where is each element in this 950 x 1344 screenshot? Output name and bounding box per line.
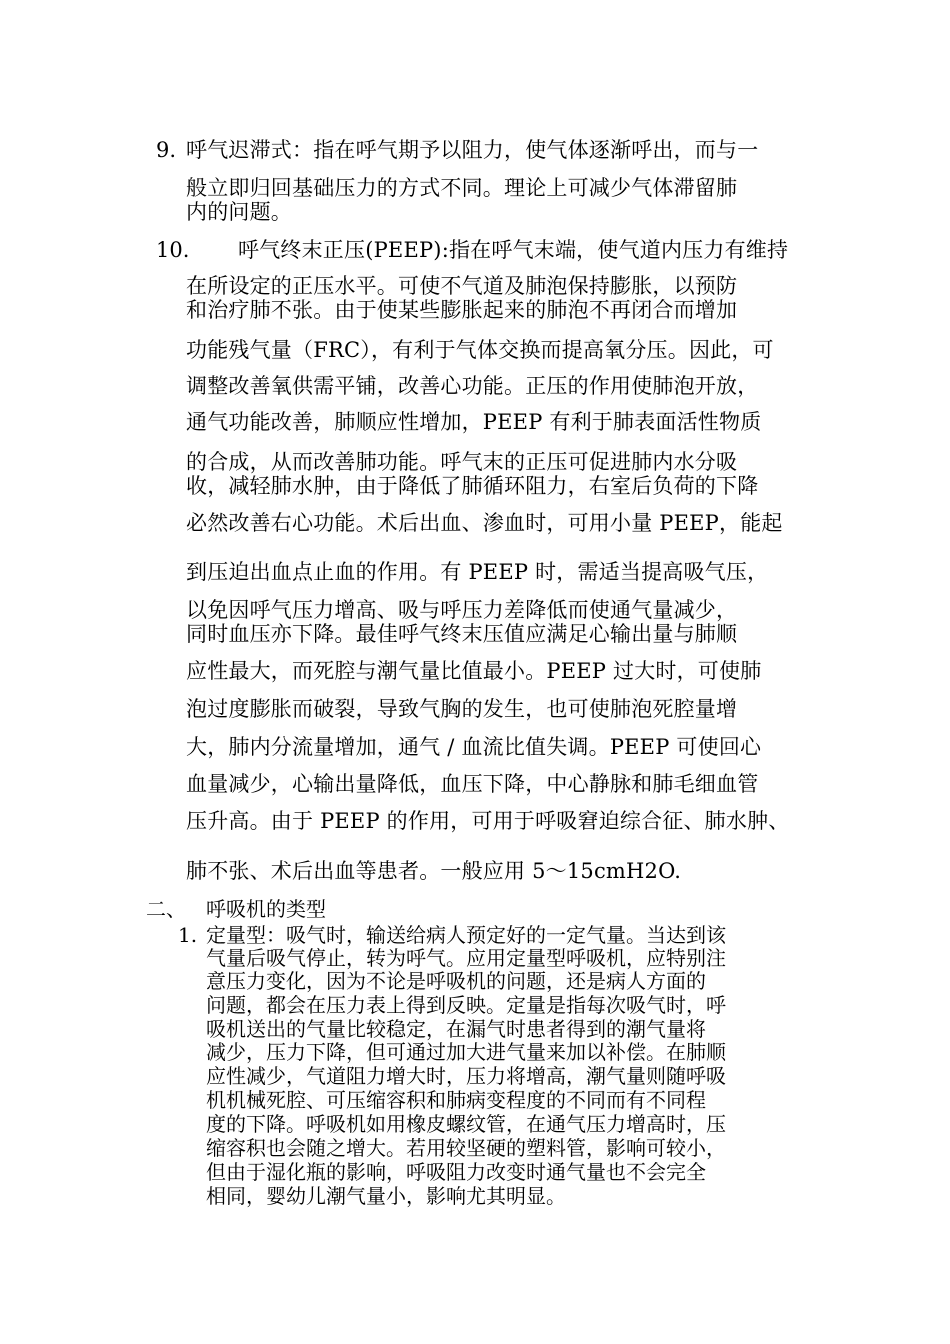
item-10-line-10: 到压迫出血点止血的作用。有 PEEP 时，需适当提高吸气压， [186,560,769,584]
item-1-line-7: 应性减少，气道阻力增大时，压力将增高，潮气量则随呼吸 [206,1064,726,1088]
item-1-line-8: 机机械死腔、可压缩容积和肺病变程度的不同而有不同程 [206,1088,706,1112]
item-1-line-10: 缩容积也会随之增大。若用较坚硬的塑料管，影响可较小， [206,1136,726,1160]
item-9-number: 9. [156,138,177,162]
item-10-line-17: 压升高。由于 PEEP 的作用，可用于呼吸窘迫综合征、肺水肿、 [186,809,790,833]
section-2-number: 二、 [146,897,186,921]
item-10-line-16: 血量减少，心输出量降低，血压下降，中心静脉和肺毛细血管 [186,772,759,796]
item-10-line-11: 以免因呼气压力增高、吸与呼压力差降低而使通气量减少， [186,598,738,622]
item-10-number: 10. [156,238,190,262]
item-1-line-12: 相同，婴幼儿潮气量小，影响尤其明显。 [206,1184,566,1208]
item-9-line-2: 般立即归回基础压力的方式不同。理论上可减少气体滞留肺 [186,176,738,200]
item-10-line-5: 调整改善氧供需平铺，改善心功能。正压的作用使肺泡开放， [186,374,759,398]
item-10-line-3: 和治疗肺不张。由于使某些膨胀起来的肺泡不再闭合而增加 [186,298,738,322]
item-1-number: 1. [178,923,198,947]
item-10-line-12: 同时血压亦下降。最佳呼气终末压值应满足心输出量与肺顺 [186,622,738,646]
item-1-line-3: 意压力变化，因为不论是呼吸机的问题，还是病人方面的 [206,969,706,993]
item-10-line-7: 的合成，从而改善肺功能。呼气末的正压可促进肺内水分吸 [186,450,738,474]
item-10-line-4: 功能残气量（FRC），有利于气体交换而提高氧分压。因此，可 [186,338,774,362]
item-1-line-1: 定量型：吸气时，输送给病人预定好的一定气量。当达到该 [206,923,726,947]
item-10-line-2: 在所设定的正压水平。可使不气道及肺泡保持膨胀，以预防 [186,274,738,298]
item-1-line-9: 度的下降。呼吸机如用橡皮螺纹管，在通气压力增高时，压 [206,1112,726,1136]
item-10-line-15: 大，肺内分流量增加，通气 / 血流比值失调。PEEP 可使回心 [186,735,762,759]
item-9-line-3: 内的问题。 [186,200,292,224]
item-10-line-8: 收，减轻肺水肿，由于降低了肺循环阻力，右室后负荷的下降 [186,474,759,498]
item-10-line-1: 呼气终末正压(PEEP):指在呼气末端，使气道内压力有维持 [238,238,789,262]
item-1-line-5: 吸机送出的气量比较稳定，在漏气时患者得到的潮气量将 [206,1017,706,1041]
item-1-line-6: 减少，压力下降，但可通过加大进气量来加以补偿。在肺顺 [206,1040,726,1064]
item-10-line-6: 通气功能改善，肺顺应性增加，PEEP 有利于肺表面活性物质 [186,410,762,434]
item-9-line-1: 呼气迟滞式：指在呼气期予以阻力，使气体逐渐呼出，而与一 [186,138,759,162]
item-1-line-11: 但由于湿化瓶的影响，呼吸阻力改变时通气量也不会完全 [206,1160,706,1184]
section-2-title: 呼吸机的类型 [206,897,326,921]
item-10-line-13: 应性最大，而死腔与潮气量比值最小。PEEP 过大时，可使肺 [186,659,762,683]
item-1-line-4: 问题，都会在压力表上得到反映。定量是指每次吸气时，呼 [206,993,726,1017]
item-10-line-18: 肺不张、术后出血等患者。一般应用 5～15cmH2O. [186,859,682,883]
item-10-line-14: 泡过度膨胀而破裂，导致气胸的发生，也可使肺泡死腔量增 [186,697,738,721]
item-1-line-2: 气量后吸气停止，转为呼气。应用定量型呼吸机，应特别注 [206,946,726,970]
item-10-line-9: 必然改善右心功能。术后出血、渗血时，可用小量 PEEP，能起 [186,511,783,535]
